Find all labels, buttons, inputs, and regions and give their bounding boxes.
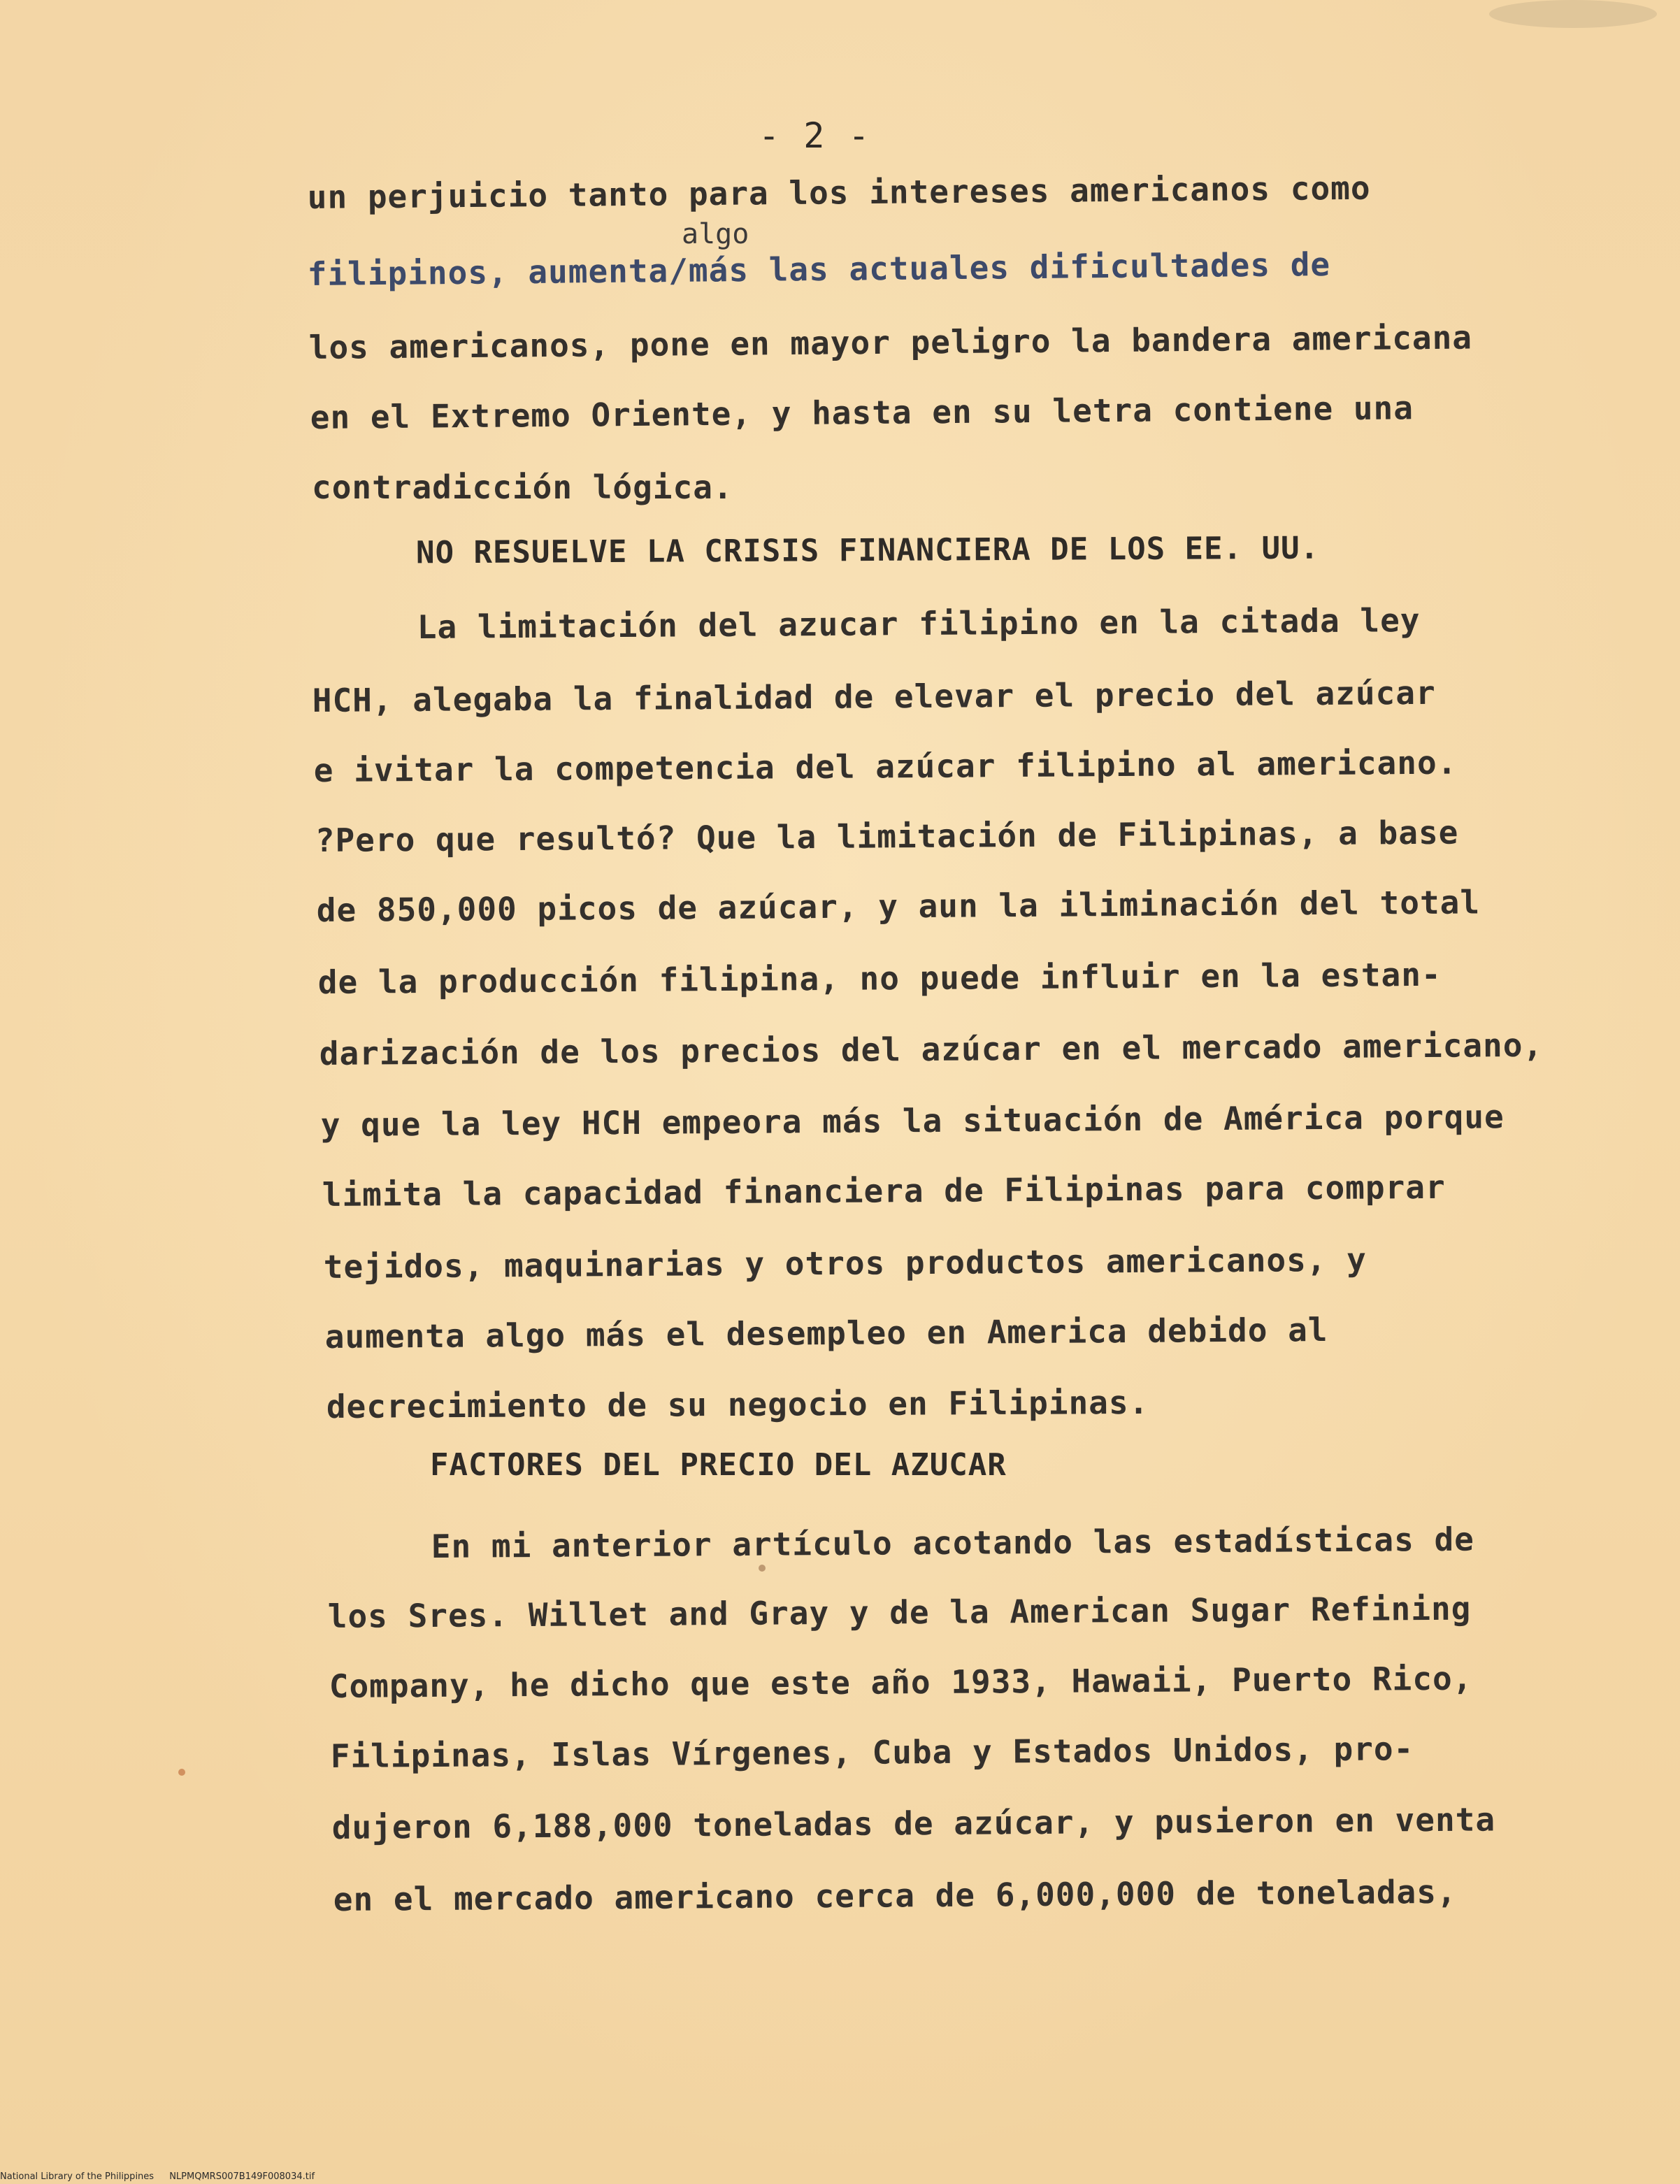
- paper-stain: [1489, 0, 1657, 28]
- footer-library: National Library of the Philippines: [0, 2171, 155, 2182]
- page-number: - 2 -: [759, 115, 871, 156]
- paper-stain: [759, 1565, 766, 1572]
- text-line: ?Pero que resultó? Que la limitación de Filipinas, a base: [315, 813, 1459, 859]
- text-line: darización de los precios del azúcar en el mercado americano,: [319, 1026, 1544, 1072]
- scan-footer: [0, 2171, 327, 2182]
- text-line: La limitación del azucar filipino en la citada ley: [417, 601, 1421, 646]
- text-line: En mi anterior artículo acotando las estadísticas de: [431, 1520, 1475, 1565]
- section-heading: NO RESUELVE LA CRISIS FINANCIERA DE LOS EE. UU.: [415, 530, 1320, 571]
- footer-file-id: NLPMQMRS007B149F008034.tif: [169, 2171, 315, 2182]
- text-line: de 850,000 picos de azúcar, y aun la iliminación del total: [316, 883, 1481, 929]
- text-line: tejidos, maquinarias y otros productos americanos, y: [323, 1240, 1367, 1286]
- text-line: un perjuicio tanto para los intereses americanos como: [307, 168, 1371, 216]
- text-line: HCH, alegaba la finalidad de elevar el precio del azúcar: [312, 673, 1436, 719]
- text-line: Filipinas, Islas Vírgenes, Cuba y Estados Unidos, pro-: [330, 1730, 1414, 1775]
- text-line: de la producción filipina, no puede influir en la estan-: [317, 955, 1442, 1001]
- text-line: en el mercado americano cerca de 6,000,000 de toneladas,: [333, 1872, 1457, 1918]
- text-line: los Sres. Willet and Gray y de la American Sugar Refining: [327, 1589, 1472, 1635]
- text-line: dujeron 6,188,000 toneladas de azúcar, y pusieron en venta: [331, 1800, 1496, 1846]
- text-line: aumenta algo más el desempleo en America debido al: [324, 1310, 1328, 1356]
- text-line: filipinos, aumenta/más las actuales dificultades de: [307, 245, 1331, 293]
- text-line: limita la capacidad financiera de Filipinas para comprar: [322, 1168, 1446, 1214]
- text-line: Company, he dicho que este año 1933, Hawaii, Puerto Rico,: [329, 1659, 1473, 1705]
- handwritten-insertion: algo: [682, 218, 749, 250]
- text-line: los americanos, pone en mayor peligro la bandera americana: [308, 318, 1473, 366]
- text-line: e ivitar la competencia del azúcar filipino al americano.: [313, 743, 1458, 789]
- text-line: en el Extremo Oriente, y hasta en su letra contiene una: [310, 389, 1414, 436]
- text-line: y que la ley HCH empeora más la situación de América porque: [320, 1098, 1505, 1144]
- text-line: decrecimiento de su negocio en Filipinas.: [326, 1383, 1149, 1425]
- paper-stain: [178, 1769, 185, 1776]
- section-heading: FACTORES DEL PRECIO DEL AZUCAR: [430, 1447, 1007, 1483]
- text-line: contradicción lógica.: [312, 468, 733, 506]
